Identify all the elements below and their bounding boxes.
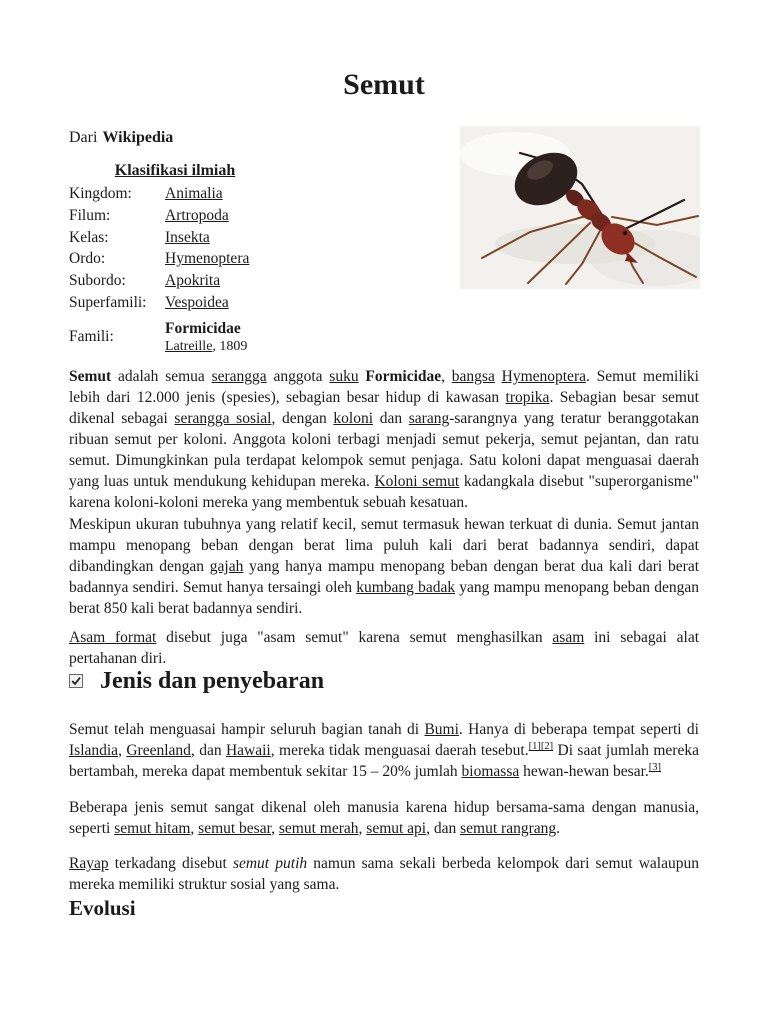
taxon-value-link[interactable]: Insekta xyxy=(165,228,210,246)
text-run: Semut telah menguasai hampir seluruh bagian tanah di xyxy=(69,721,425,738)
taxon-rank-label: Subordo: xyxy=(69,272,126,290)
text-run: kadangkala disebut "superorganisme" karena koloni-koloni mereka yang membentuk sebuah kesatuan. xyxy=(69,473,699,511)
text-run: , xyxy=(441,368,452,385)
paragraph-asam-format xyxy=(69,627,699,669)
text-run: . Sebagian besar semut dikenal sebagai xyxy=(69,389,699,427)
taxobox-row xyxy=(69,229,281,251)
taxon-author-line xyxy=(165,338,247,355)
text-run: namun sama sekali berbeda kelompok dari semut walaupun mereka memiliki struktur sosial yang sama. xyxy=(69,855,699,893)
text-run: dan xyxy=(373,410,409,427)
text-link[interactable]: Hymenoptera xyxy=(501,368,586,385)
text-run: , dan xyxy=(190,742,226,759)
text-link[interactable]: biomassa xyxy=(461,763,520,780)
checked-checkbox-icon[interactable] xyxy=(69,669,84,684)
text-link[interactable]: Rayap xyxy=(69,855,109,872)
taxobox-row xyxy=(69,250,281,272)
source-name: Wikipedia xyxy=(102,129,174,146)
section-heading-text: Jenis dan penyebaran xyxy=(100,668,325,694)
taxobox-row xyxy=(69,185,281,207)
taxobox-row xyxy=(69,294,281,316)
text-link[interactable]: [1][2] xyxy=(528,740,554,752)
text-run: , xyxy=(190,820,199,837)
section-heading-jenis xyxy=(69,668,324,695)
taxon-author-year: , 1809 xyxy=(212,338,248,354)
text-link[interactable]: [3] xyxy=(648,761,662,773)
paragraph-jenis-dikenal xyxy=(69,797,699,839)
text-run: Semut xyxy=(69,368,112,385)
text-link[interactable]: Bumi xyxy=(424,721,459,738)
text-link[interactable]: serangga xyxy=(211,368,267,385)
text-run xyxy=(495,368,502,385)
taxon-rank-label: Kingdom: xyxy=(69,185,132,202)
taxobox-header: Klasifikasi ilmiah xyxy=(114,162,236,179)
text-run: disebut juga "asam semut" karena semut menghasilkan xyxy=(156,629,553,646)
text-link[interactable]: Koloni semut xyxy=(374,473,460,490)
taxon-famili-value xyxy=(165,319,247,355)
taxon-rank-label: Ordo: xyxy=(69,250,106,268)
taxon-rank-label: Filum: xyxy=(69,206,111,224)
text-link[interactable]: gajah xyxy=(209,558,244,575)
text-link[interactable]: koloni xyxy=(333,410,374,427)
paragraph-rayap xyxy=(69,853,699,895)
taxon-value-link[interactable]: Hymenoptera xyxy=(165,250,250,268)
text-run: Beberapa jenis semut sangat dikenal oleh manusia karena hidup bersama-sama dengan manusia, seperti xyxy=(69,799,699,837)
text-link[interactable]: sarang xyxy=(408,410,450,427)
taxobox-row xyxy=(69,272,281,294)
text-link[interactable]: asam xyxy=(552,629,585,646)
taxobox-row-famili xyxy=(69,319,281,355)
source-prefix: Dari xyxy=(69,129,98,146)
text-link[interactable]: kumbang badak xyxy=(356,579,456,596)
taxon-genus: Formicidae xyxy=(165,319,241,337)
taxon-rank-label: Superfamili: xyxy=(69,293,147,311)
text-run: yang hanya mampu menopang beban dengan berat dua kali dari berat badannya sendiri. Semut hanya tersaingi oleh xyxy=(69,558,700,596)
taxon-value-link[interactable]: Vespoidea xyxy=(165,293,229,311)
taxon-value-link[interactable]: Artropoda xyxy=(165,206,229,224)
text-run: , mereka tidak menguasai daerah tesebut. xyxy=(270,742,529,759)
text-run: -sarangnya yang teratur beranggotakan ribuan semut per koloni. Anggota koloni terbagi menjadi semut pekerja, semut pejantan, dan ratu semut. Dimungkinkan pula terdapat kelompok semut penjaga. Satu koloni dapat menguasai daerah yang luas untuk mendukung kehidupan mereka. xyxy=(69,410,699,490)
section-heading-evolusi: Evolusi xyxy=(69,896,136,920)
text-run: , dan xyxy=(426,820,461,837)
text-run: Di saat jumlah mereka bertambah, mereka dapat membentuk sekitar 15 – 20% jumlah xyxy=(69,742,699,780)
page-title: Semut xyxy=(343,68,425,101)
text-run: , xyxy=(358,820,367,837)
taxon-value-link[interactable]: Apokrita xyxy=(165,272,221,290)
text-link[interactable]: Greenland xyxy=(126,742,191,759)
paragraph-intro xyxy=(69,366,699,513)
text-link[interactable]: semut merah xyxy=(278,820,359,837)
text-run: , xyxy=(118,742,127,759)
text-run: , dengan xyxy=(271,410,334,427)
text-link[interactable]: Asam format xyxy=(69,629,157,646)
taxon-value-link[interactable]: Animalia xyxy=(165,185,223,202)
text-run: terkadang disebut xyxy=(108,855,233,872)
text-run: hewan-hewan besar. xyxy=(519,763,649,780)
ant-photo xyxy=(460,126,700,289)
text-run: , xyxy=(271,820,279,837)
taxon-rank-label: Kelas: xyxy=(69,228,109,246)
source-line xyxy=(69,129,173,147)
taxon-rank-label: Famili: xyxy=(69,327,114,345)
text-link[interactable]: Hawaii xyxy=(225,742,271,759)
taxon-author-link[interactable]: Latreille xyxy=(165,338,213,354)
text-run: . Semut memiliki lebih dari 12.000 jenis (spesies), sebagian besar hidup di kawasan xyxy=(69,368,699,406)
text-link[interactable]: suku xyxy=(329,368,359,385)
text-link[interactable]: semut api xyxy=(366,820,427,837)
taxobox-rows xyxy=(69,185,281,316)
text-link[interactable]: semut hitam xyxy=(114,820,191,837)
text-run: Formicidae xyxy=(365,368,442,385)
text-run: yang mampu menopang beban dengan berat 850 kali berat badannya sendiri. xyxy=(69,579,699,617)
paragraph-strength xyxy=(69,514,699,619)
taxobox-row xyxy=(69,207,281,229)
text-link[interactable]: semut besar xyxy=(198,820,272,837)
text-link[interactable]: serangga sosial xyxy=(174,410,272,427)
text-link[interactable]: Islandia xyxy=(69,742,119,759)
text-run: anggota xyxy=(266,368,330,385)
text-run: . xyxy=(556,820,560,837)
paragraph-penyebaran xyxy=(69,719,699,782)
text-link[interactable]: bangsa xyxy=(451,368,495,385)
taxobox xyxy=(69,160,281,355)
text-link[interactable]: semut rangrang xyxy=(460,820,557,837)
text-link[interactable]: tropika xyxy=(505,389,550,406)
text-run: Meskipun ukuran tubuhnya yang relatif kecil, semut termasuk hewan terkuat di dunia. Semut jantan mampu menopang beban dengan berat lima puluh kali dari berat badannya sendiri, dapat dibandingkan dengan xyxy=(69,516,699,575)
text-run: . Hanya di beberapa tempat seperti di xyxy=(458,721,699,738)
text-run: ini sebagai alat pertahanan diri. xyxy=(69,629,700,667)
text-run: adalah semua xyxy=(111,368,212,385)
text-run: semut putih xyxy=(232,855,308,872)
